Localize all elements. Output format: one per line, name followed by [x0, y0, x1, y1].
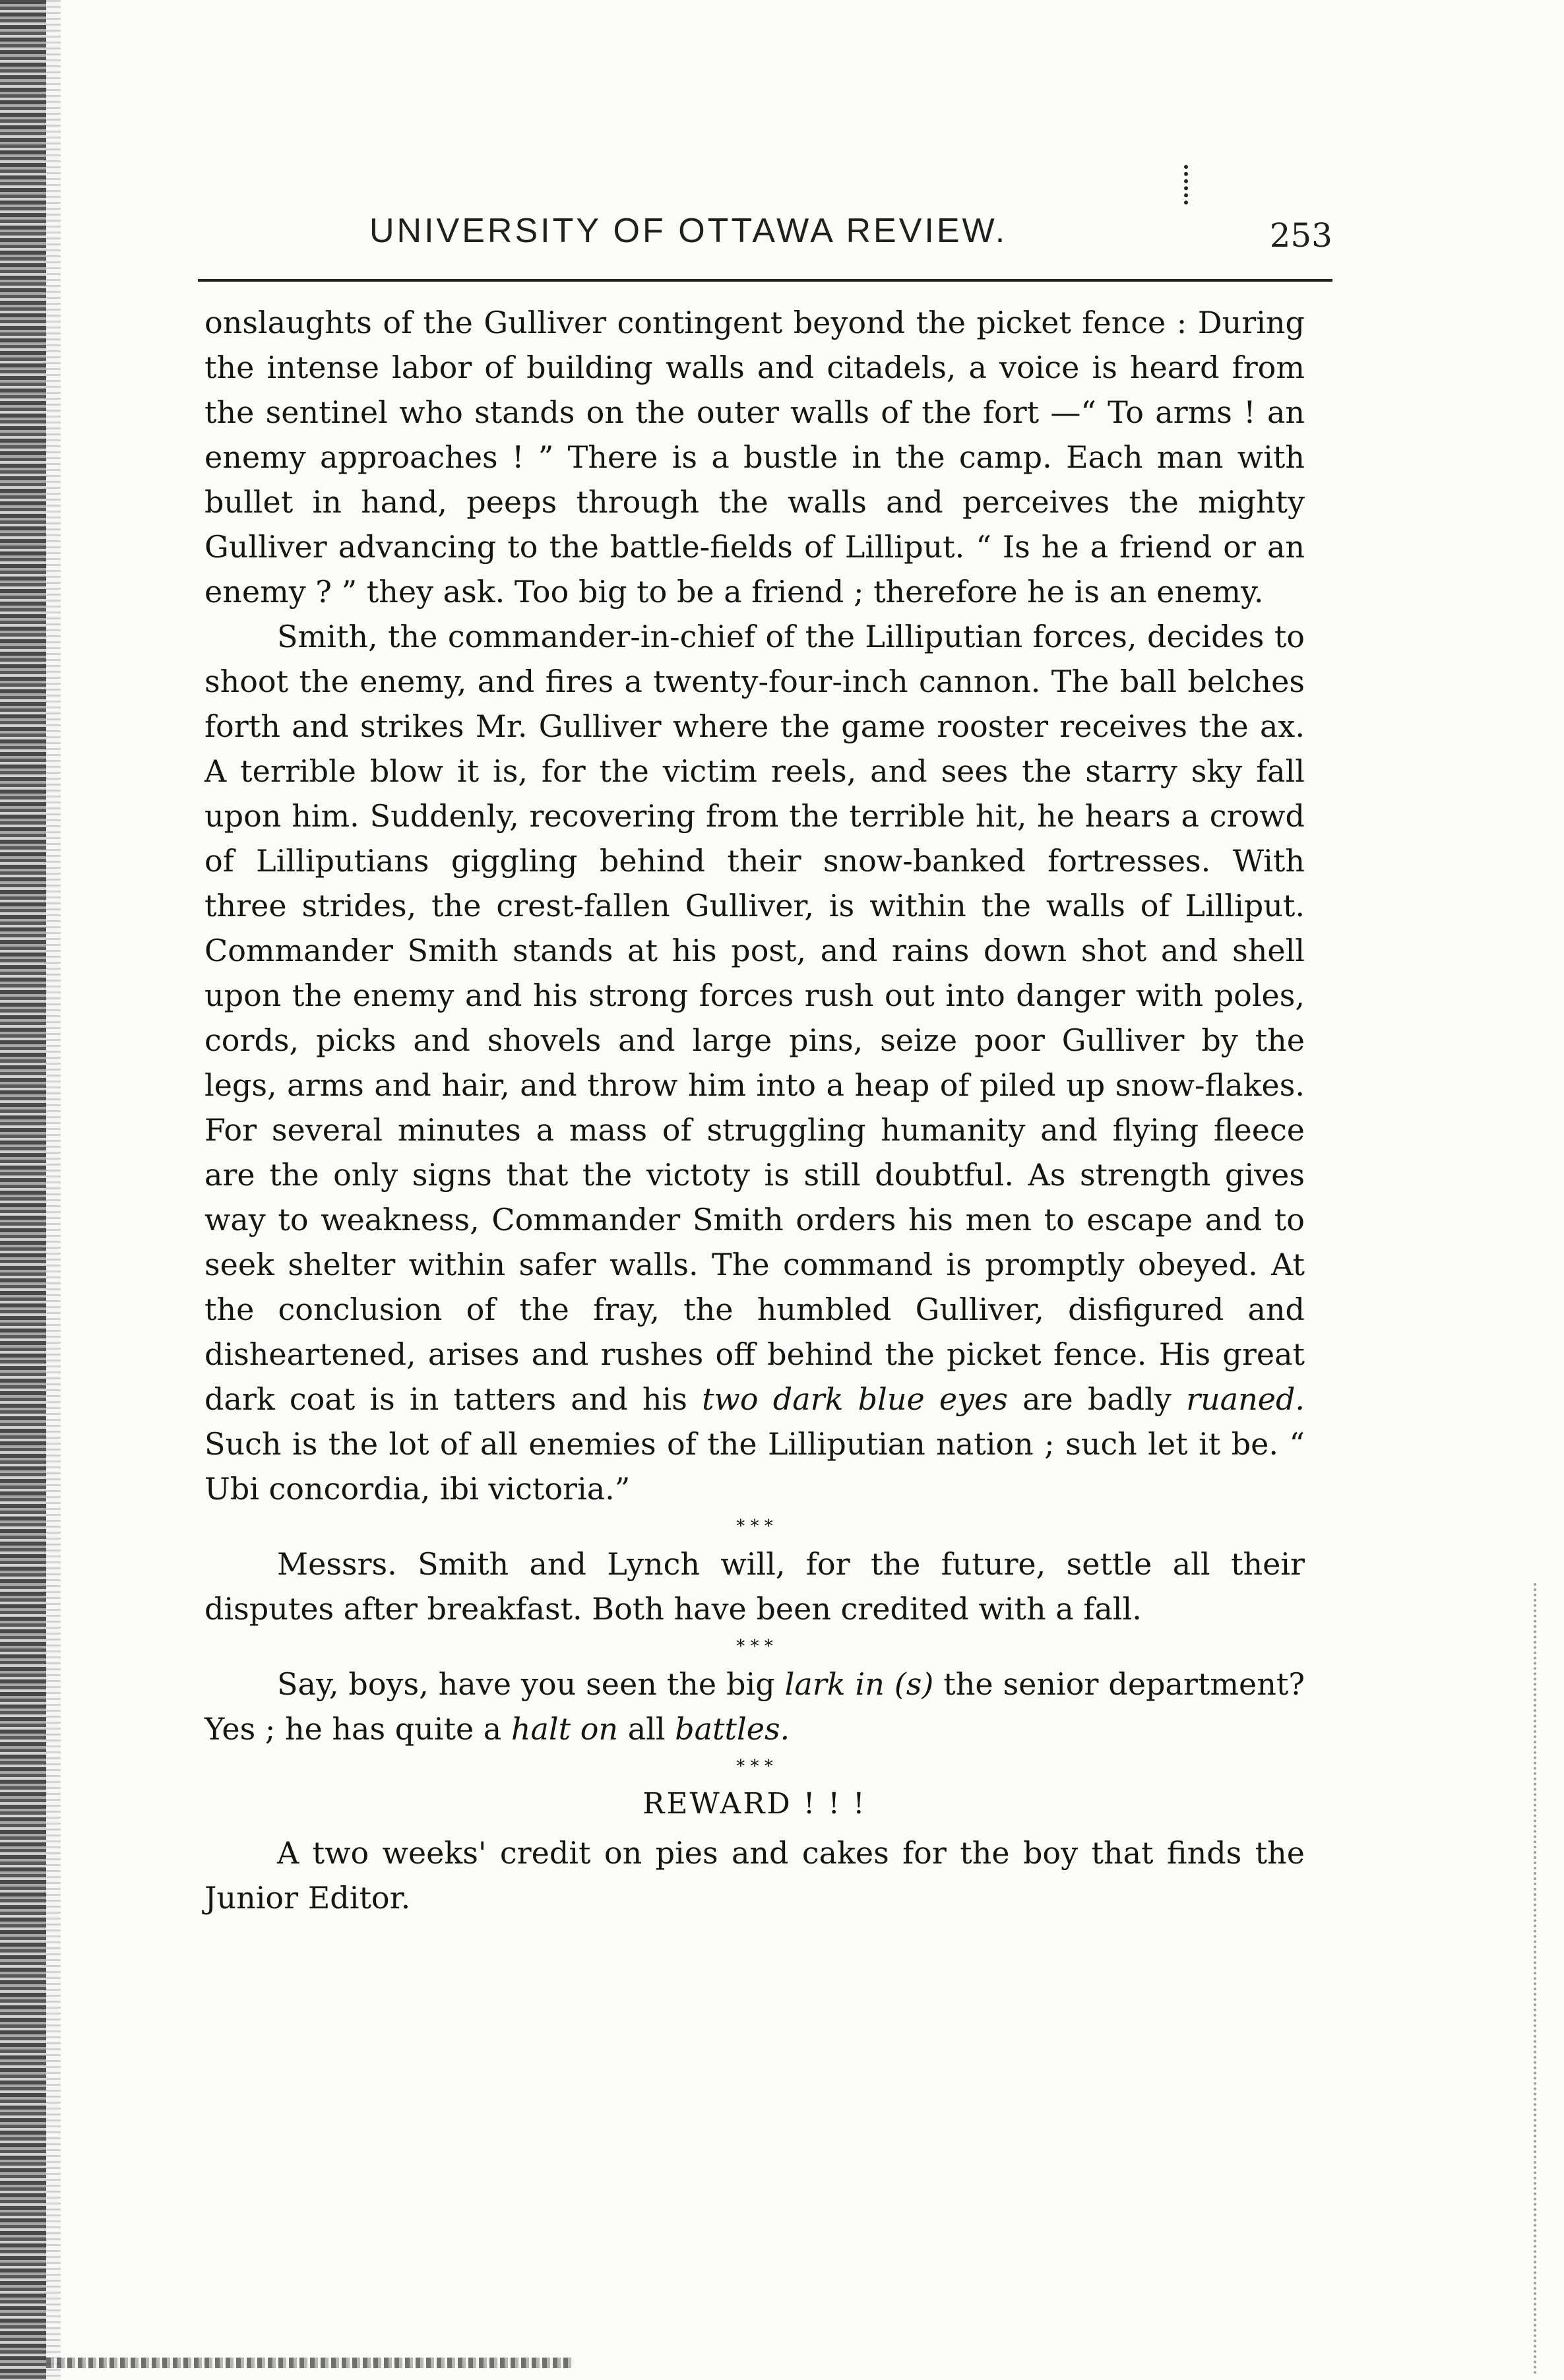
right-edge-specks [1534, 1583, 1551, 2375]
section-stars: * * * [736, 1637, 773, 1656]
reward-text: A two weeks' credit on pies and cakes for the boy that finds the Junior Editor. [204, 1835, 1305, 1916]
italic-eyes: two dark blue eyes [702, 1381, 1008, 1417]
page-gutter-shadow [46, 0, 61, 2380]
note-lark-b: lark in (s) [784, 1666, 934, 1702]
article-body [204, 300, 1305, 1920]
paragraph-smith-end: Such is the lot of all enemies of the Lilliputian nation ; such let it be. “ Ubi concordia, ibi victoria.” [204, 1426, 1305, 1507]
paragraph-smith-mid: are badly [1022, 1381, 1172, 1417]
note-lark-e: all [627, 1711, 666, 1747]
journal-title: UNIVERSITY OF OTTAWA REVIEW. [369, 212, 1008, 250]
page-number: 253 [1269, 216, 1332, 255]
note-lark [204, 1662, 1305, 1751]
note-lark-c: the senior department? Yes ; he has quite a [204, 1666, 1305, 1747]
note-breakfast: Messrs. Smith and Lynch will, for the future, settle all their disputes after breakfast. Both have been credited with a fall. [204, 1546, 1305, 1627]
paragraph-continuation: onslaughts of the Gulliver contingent beyond the picket fence : During the intense labor of building walls and citadels, a voice is heard from the sentinel who stands on the outer walls of the fort —“ To arms ! an enemy approaches ! ” There is a bustle in the camp. Each man with bullet in hand, peeps through the walls and perceives the mighty Gulliver advancing to the battle-fields of Lilliput. “ Is he a friend or an enemy ? ” they ask. Too big to be a friend ; therefore he is an enemy. [204, 305, 1305, 610]
running-header [198, 198, 1332, 270]
section-stars: * * * [736, 1517, 773, 1536]
note-lark-f: battles. [675, 1711, 790, 1747]
note-lark-a: Say, boys, have you seen the big [277, 1666, 775, 1702]
note-lark-d: halt on [511, 1711, 619, 1747]
paragraph-smith-text: Smith, the commander-in-chief of the Lilliputian forces, decides to shoot the enemy, and fires a twenty-four-inch cannon. The ball belches forth and strikes Mr. Gulliver where the game rooster receives the ax. A terrible blow it is, for the victim reels, and sees the starry sky fall upon him. Suddenly, recovering from the terrible hit, he hears a crowd of Lilliputians giggling behind their snow-banked fortresses. With three strides, the crest-fallen Gulliver, is within the walls of Lilliput. Commander Smith stands at his post, and rains down shot and shell upon the enemy and his strong forces rush out into danger with poles, cords, picks and shovels and large pins, seize poor Gulliver by the legs, arms and hair, and throw him into a heap of piled up snow-flakes. For several minutes a mass of struggling humanity and flying fleece are the only signs that the victoty is still doubtful. As strength gives way to weakness, Commander Smith orders his men to escape and to seek shelter within safer walls. The command is promptly obeyed. At the conclusion of the fray, the humbled Gulliver, disfigured and disheartened, arises and rushes off behind the picket fence. His great dark coat is in tatters and his [204, 619, 1305, 1417]
section-stars: * * * [736, 1757, 773, 1776]
paragraph-smith [204, 614, 1305, 1511]
reward-heading: REWARD ! ! ! [642, 1787, 867, 1821]
italic-ruaned: ruaned. [1186, 1381, 1305, 1417]
bottom-scan-artifact [46, 2358, 574, 2368]
book-binding-edge [0, 0, 46, 2380]
header-rule [198, 279, 1332, 282]
